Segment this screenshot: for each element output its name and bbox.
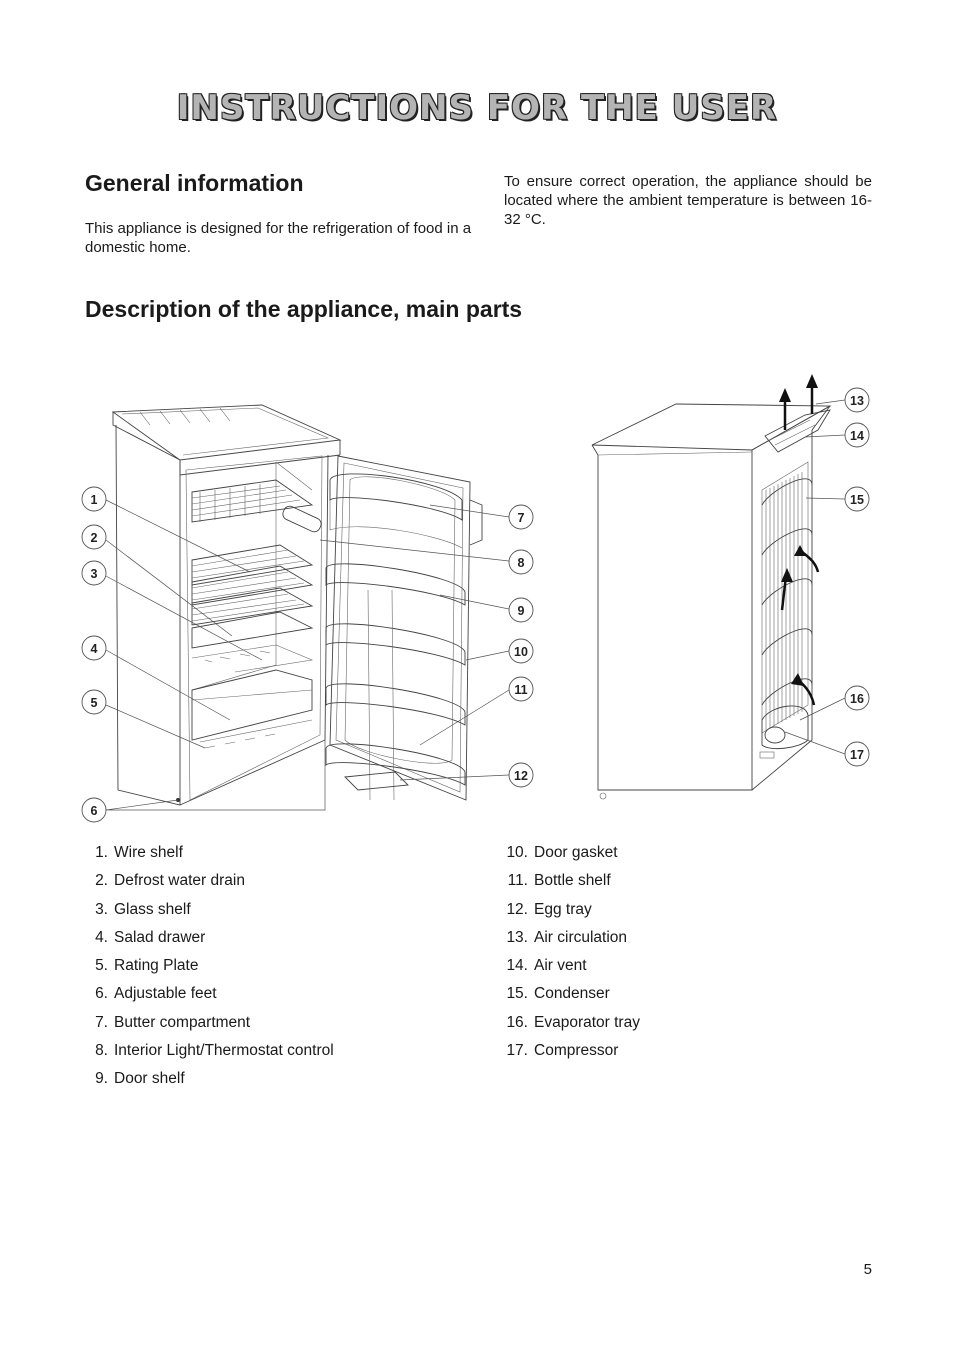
parts-list-right [500, 844, 640, 1070]
svg-text:9: 9 [517, 604, 525, 618]
callout-1 [82, 487, 106, 511]
callout-9 [509, 598, 533, 622]
list-item: 12. Egg tray [506, 900, 592, 918]
list-item: 9. Door shelf [95, 1070, 185, 1087]
svg-text:15: 15 [850, 493, 864, 507]
svg-text:11: 11 [514, 683, 528, 697]
callout-7 [509, 505, 533, 529]
callout-15 [845, 487, 869, 511]
svg-text:7: 7 [517, 511, 525, 525]
svg-text:5: 5 [90, 696, 98, 710]
page-title: INSTRUCTIONS FOR THE USER [176, 88, 778, 128]
appliance-diagram [0, 370, 954, 830]
svg-text:2: 2 [90, 531, 98, 545]
callout-2 [82, 525, 106, 549]
callout-17 [845, 742, 869, 766]
description-heading: Description of the appliance, main parts [85, 296, 523, 322]
list-item: 2. Defrost water drain [95, 872, 245, 890]
list-item: 11. Bottle shelf [507, 872, 611, 890]
callout-14 [845, 423, 869, 447]
general-information-heading: General information [85, 170, 304, 196]
general-information-text: This appliance is designed for the refrigeration of food in a domestic home. [85, 220, 472, 256]
list-item: 14. Air vent [506, 957, 587, 974]
callout-8 [509, 550, 533, 574]
callout-3 [82, 561, 106, 585]
list-item: 16. Evaporator tray [506, 1013, 640, 1031]
list-item: 3. Glass shelf [95, 900, 191, 918]
list-item: 4. Salad drawer [95, 928, 206, 946]
svg-text:4: 4 [90, 642, 98, 656]
callout-6 [82, 798, 106, 822]
svg-text:10: 10 [514, 645, 528, 659]
list-item: 8. Interior Light/Thermostat control [95, 1041, 334, 1059]
fridge-front-drawing [113, 405, 482, 805]
svg-text:14: 14 [850, 429, 864, 443]
callout-5 [82, 690, 106, 714]
callout-16 [845, 686, 869, 710]
callout-12 [509, 763, 533, 787]
list-item: 7. Butter compartment [95, 1013, 251, 1031]
callout-13 [845, 388, 869, 412]
svg-text:17: 17 [850, 748, 864, 762]
svg-text:16: 16 [850, 692, 864, 706]
list-item: 5. Rating Plate [95, 957, 199, 974]
callout-10 [509, 639, 533, 663]
list-item: 6. Adjustable feet [95, 985, 217, 1003]
callout-4 [82, 636, 106, 660]
svg-text:1: 1 [90, 493, 98, 507]
list-item: 1. Wire shelf [95, 844, 183, 861]
svg-text:12: 12 [514, 769, 528, 783]
svg-text:8: 8 [517, 556, 525, 570]
ambient-temperature-text: To ensure correct operation, the appliance should be located where the ambient temperature is between 16-32 °C. [504, 173, 872, 228]
list-item: 13. Air circulation [506, 928, 628, 946]
list-item: 10. Door gasket [506, 844, 618, 861]
list-item: 17. Compressor [506, 1041, 619, 1059]
list-item: 15. Condenser [506, 985, 610, 1003]
callout-11 [509, 677, 533, 701]
svg-text:13: 13 [850, 394, 864, 408]
svg-text:3: 3 [90, 567, 98, 581]
parts-list-left [88, 844, 334, 1098]
svg-text:6: 6 [90, 804, 98, 818]
page-number: 5 [863, 1261, 872, 1278]
